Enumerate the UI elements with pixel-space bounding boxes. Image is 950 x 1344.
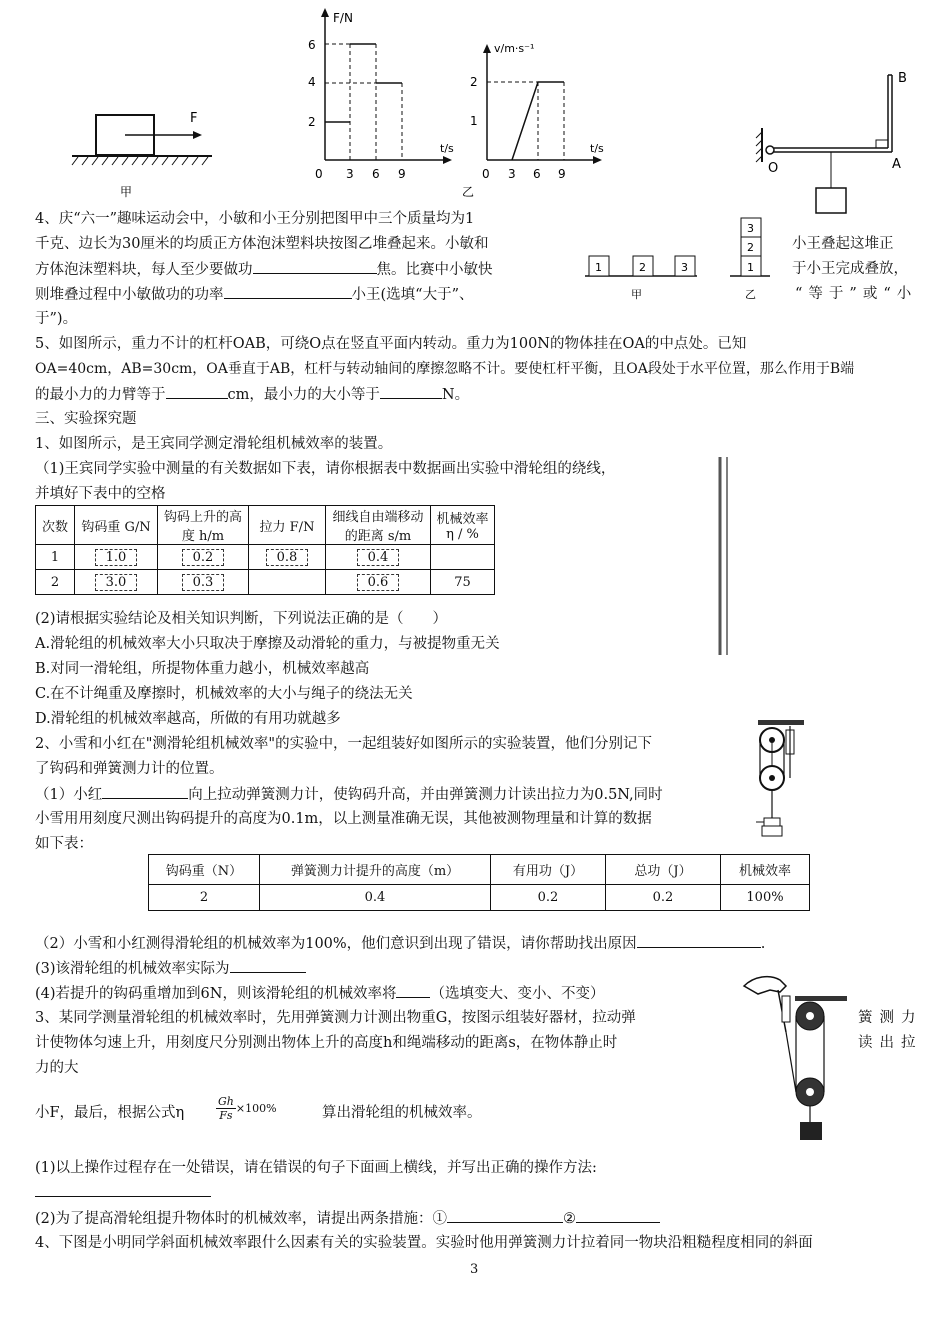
force-cell[interactable] <box>249 570 326 595</box>
chart1-ytick: 4 <box>308 75 316 89</box>
e1-option-a[interactable]: A.滑轮组的机械效率大小只取决于摩擦及动滑轮的重力，与被提物重无关 <box>35 636 500 652</box>
e3-measure1-blank[interactable] <box>447 1207 563 1223</box>
pulley-hand-figure <box>740 972 850 1147</box>
table-header: 拉力 F/N <box>249 506 326 545</box>
e3-q1-answer-line[interactable] <box>35 1196 211 1197</box>
e4-line1: 4、下图是小明同学斜面机械效率跟什么因素有关的实验装置。实验时他用弹簧测力计拉着同一物块沿粗糙程度相同的斜面 <box>35 1235 813 1251</box>
lever-figure <box>756 71 907 213</box>
table-header: 弹簧测力计提升的高度（m） <box>260 855 491 885</box>
stack-label: 3 <box>747 222 754 235</box>
table-cell: 0.2 <box>606 885 721 911</box>
chart1-ylabel: F/N <box>333 11 353 25</box>
q5-line3: 的最小力的力臂等于 cm，最小力的大小等于 N。 <box>35 383 925 406</box>
e2-change-blank[interactable] <box>396 982 430 998</box>
chart1-xtick: 3 <box>346 167 354 181</box>
pulley-system-figure <box>750 718 820 850</box>
e1-sub2: (2)请根据实验结论及相关知识判断，下列说法正确的是（ ） <box>35 611 448 627</box>
table-header: 细线自由端移动的距离 s/m <box>326 506 431 545</box>
e3-line2: 计使物体匀速上升，用刻度尺分别测出物体上升的高度h和绳端移动的距离s，在物体静止时 <box>35 1035 618 1051</box>
q4-work-blank[interactable] <box>253 258 377 274</box>
q5-line1: 5、如图所示，重力不计的杠杆OAB，可绕O点在竖直平面内转动。重力为100N的物体挂在OA的中点处。已知 <box>35 336 747 352</box>
block-label: 3 <box>681 261 688 274</box>
e2-efficiency-blank[interactable] <box>230 957 306 973</box>
table-cell: 3.0 <box>95 574 138 591</box>
e3-line2-right: 读出拉 <box>858 1035 923 1051</box>
table-header: 有用功（J） <box>491 855 606 885</box>
e1-option-d[interactable]: D.滑轮组的机械效率越高，所做的有用功就越多 <box>35 711 341 727</box>
q5-arm-blank[interactable] <box>166 383 228 399</box>
e3-line1-right: 簧测力 <box>858 1010 923 1026</box>
stack-label: 2 <box>747 241 754 254</box>
q4-line2: 千克、边长为30厘米的均质正方体泡沫塑料块按图乙堆叠起来。小敏和 <box>35 236 489 252</box>
chart1-xtick: 9 <box>398 167 406 181</box>
page-number: 3 <box>470 1262 479 1277</box>
block-label: 1 <box>595 261 602 274</box>
table-header: 钩码重（N） <box>149 855 260 885</box>
q4-line3-right: 于小王完成叠放， <box>792 261 908 277</box>
e3-line4: 小F，最后，根据公式η <box>35 1105 185 1121</box>
q4-line4-right: “等于”或“小 <box>795 286 918 302</box>
table-header: 钩码上升的高度 h/m <box>158 506 249 545</box>
chart2-xtick: 3 <box>508 167 516 181</box>
chart2-ylabel: v/m·s⁻¹ <box>494 42 535 55</box>
table-cell: 1.0 <box>95 549 138 566</box>
e1-option-c[interactable]: C.在不计绳重及摩擦时，机械效率的大小与绳子的绕法无关 <box>35 686 413 702</box>
table-cell: 1 <box>36 545 75 570</box>
stack-label: 1 <box>747 261 754 274</box>
e3-q2: (2)为了提高滑轮组提升物体时的机械效率，请提出两条措施：① ② <box>35 1207 925 1230</box>
table-header: 次数 <box>36 506 75 545</box>
table-header: 机械效率 <box>721 855 810 885</box>
table-cell: 100% <box>721 885 810 911</box>
lever-label-b: B <box>898 71 907 86</box>
chart1-xtick: 0 <box>315 167 323 181</box>
e1-option-b[interactable]: B.对同一滑轮组，所提物体重力越小，机械效率越高 <box>35 661 370 677</box>
table-row <box>149 885 810 911</box>
e2-reason-blank[interactable] <box>637 932 761 948</box>
q4-line3: 方体泡沫塑料块，每人至少要做功 焦。比赛中小敏快 <box>35 258 925 281</box>
e2-line5: 如下表： <box>35 836 93 852</box>
table-cell: 2 <box>36 570 75 595</box>
chart2-xtick: 9 <box>558 167 566 181</box>
e3-q1: (1)以上操作过程存在一处错误，请在错误的句子下面画上横线，并写出正确的操作方法: <box>35 1160 597 1176</box>
blocks-figure <box>575 214 775 304</box>
table-cell: 0.2 <box>491 885 606 911</box>
e3-measure2-blank[interactable] <box>576 1207 660 1223</box>
table-cell: 0.8 <box>266 549 309 566</box>
e3-line3: 力的大 <box>35 1060 79 1076</box>
chart2-ytick: 1 <box>470 114 478 128</box>
e1-table <box>35 505 495 595</box>
e2-line2: 了钩码和弹簧测力计的位置。 <box>35 761 224 777</box>
q5-line2: OA=40cm，AB=30cm，OA垂直于AB，杠杆与转动轴间的摩擦忽略不计。要使杠杆平衡，且OA段处于水平位置，那么作用于B端 <box>35 361 855 377</box>
figure-jia <box>72 111 212 199</box>
table-row <box>36 545 495 570</box>
e2-q3: (3)该滑轮组的机械效率实际为 <box>35 957 925 980</box>
q4-power-blank[interactable] <box>224 283 352 299</box>
chart-force-time <box>308 8 454 181</box>
blocks-label-yi: 乙 <box>745 288 756 301</box>
e3-line4-end: 算出滑轮组的机械效率。 <box>322 1105 482 1121</box>
chart2-xlabel: t/s <box>590 142 604 155</box>
e1-sub1b: 并填好下表中的空格 <box>35 486 166 502</box>
e2-method-blank[interactable] <box>102 783 188 799</box>
e3-line1: 3、某同学测量滑轮组的机械效率时，先用弹簧测力计测出物重G，按图示组装好器材，拉动弹 <box>35 1010 636 1026</box>
blocks-label-jia: 甲 <box>631 288 642 301</box>
e2-line4: 小雪用用刻度尺测出钩码提升的高度为0.1m，以上测量准确无误，其他被测物理量和计算的数据 <box>35 811 652 827</box>
figure-label-jia: 甲 <box>120 185 133 199</box>
q4-line1-right: 小王叠起这堆正 <box>792 236 894 252</box>
lever-label-o: O <box>768 161 779 176</box>
chart1-xlabel: t/s <box>440 142 454 155</box>
table-cell: 0.3 <box>182 574 225 591</box>
force-label: F <box>190 111 198 126</box>
q4-line4: 则堆叠过程中小敏做功的功率 小王(选填“大于”、 <box>35 283 925 306</box>
table-cell: 75 <box>431 570 495 595</box>
chart1-xtick: 6 <box>372 167 380 181</box>
table-header: 机械效率 η / % <box>431 506 495 545</box>
e2-line1: 2、小雪和小红在"测滑轮组机械效率"的实验中，一起组装好如图所示的实验装置，他们分别记下 <box>35 736 653 752</box>
efficiency-cell[interactable] <box>431 545 495 570</box>
efficiency-formula: $\frac{Gh}{Fs}$ ×100% <box>218 1095 277 1122</box>
e2-q2: （2）小雪和小红测得滑轮组的机械效率为100%，他们意识到出现了错误，请你帮助找出原因 . <box>35 932 925 955</box>
chart-velocity-time <box>462 42 604 199</box>
chart2-xtick: 0 <box>482 167 490 181</box>
q4-line1: 4、庆“六一”趣味运动会中，小敏和小王分别把图甲中三个质量均为1 <box>35 211 475 227</box>
table-header: 总功（J） <box>606 855 721 885</box>
table-header: 钩码重 G/N <box>75 506 158 545</box>
e1-title: 1、如图所示，是王宾同学测定滑轮组机械效率的装置。 <box>35 436 393 452</box>
chart1-ytick: 2 <box>308 115 316 129</box>
table-cell: 2 <box>149 885 260 911</box>
block-label: 2 <box>639 261 646 274</box>
table-row <box>36 570 495 595</box>
table-cell: 0.6 <box>357 574 400 591</box>
lever-label-a: A <box>892 157 901 172</box>
e2-q4: (4)若提升的钩码重增加到6N，则该滑轮组的机械效率将 （选填变大、变小、不变） <box>35 982 925 1005</box>
q5-force-blank[interactable] <box>380 383 442 399</box>
top-figures <box>0 0 950 215</box>
chart1-ytick: 6 <box>308 38 316 52</box>
table-cell: 0.2 <box>182 549 225 566</box>
table-cell: 0.4 <box>357 549 400 566</box>
q4-line5: 于”)。 <box>35 311 78 327</box>
section-title: 三、实验探究题 <box>35 411 137 427</box>
chart2-xtick: 6 <box>533 167 541 181</box>
table-cell: 0.4 <box>260 885 491 911</box>
chart2-ytick: 2 <box>470 75 478 89</box>
e2-line3: （1）小红 向上拉动弹簧测力计，使钩码升高，并由弹簧测力计读出拉力为0.5N,同时 <box>35 783 925 806</box>
e2-table <box>148 854 810 911</box>
figure-label-yi: 乙 <box>462 185 475 199</box>
e1-sub1: （1)王宾同学实验中测量的有关数据如下表，请你根据表中数据画出实验中滑轮组的绕线， <box>35 461 616 477</box>
